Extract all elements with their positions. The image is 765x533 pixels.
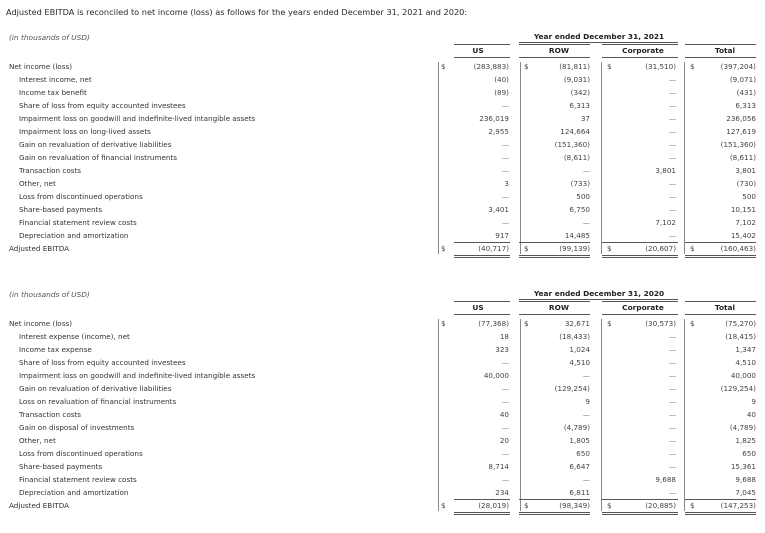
table-row — [0, 486, 765, 499]
cell-corporate: — — [668, 205, 676, 214]
row-label: Other, net — [19, 179, 56, 188]
row-label: Loss from discontinued operations — [19, 192, 143, 201]
column-header-corporate: Corporate — [622, 303, 664, 312]
column-header-row: ROW — [548, 303, 570, 312]
row-label: Gain on revaluation of derivative liabilities — [19, 384, 172, 393]
cell-corporate: — — [668, 410, 676, 419]
column-header-us: US — [472, 46, 484, 55]
column-header-rule — [602, 57, 678, 58]
table-row — [0, 151, 765, 164]
cell-total: 650 — [742, 449, 756, 458]
cell-us: — — [501, 449, 509, 458]
total-rule-top — [602, 242, 678, 243]
cell-total: (18,415) — [725, 332, 756, 341]
total-double-rule — [454, 514, 510, 515]
cell-us: — — [501, 218, 509, 227]
cell-row: — — [582, 410, 590, 419]
total-double-rule — [685, 257, 756, 258]
cell-corporate: — — [668, 114, 676, 123]
cell-us: 40 — [499, 410, 509, 419]
dollar-sign: $ — [524, 244, 529, 253]
cell-us: 20 — [499, 436, 509, 445]
cell-total: 15,361 — [730, 462, 756, 471]
total-double-rule — [685, 255, 756, 256]
cell-us: 236,019 — [479, 114, 509, 123]
cell-us: 8,714 — [488, 462, 509, 471]
dollar-sign: $ — [441, 501, 446, 510]
column-header-row: ROW — [548, 46, 570, 55]
total-rule-top — [685, 242, 756, 243]
cell-corporate: — — [668, 397, 676, 406]
cell-us: — — [501, 166, 509, 175]
column-top-rule — [454, 44, 510, 45]
cell-row: (9,031) — [563, 75, 590, 84]
row-label: Share-based payments — [19, 462, 103, 471]
dollar-sign: $ — [441, 62, 446, 71]
cell-row: 4,510 — [569, 358, 590, 367]
cell-total: 1,347 — [735, 345, 756, 354]
row-label: Share of loss from equity accounted investees — [19, 101, 186, 110]
column-top-rule — [602, 44, 678, 45]
cell-row: (733) — [570, 179, 590, 188]
row-label: Loss on revaluation of financial instruments — [19, 397, 177, 406]
dollar-sign: $ — [607, 319, 612, 328]
cell-row: — — [582, 166, 590, 175]
row-label: Gain on revaluation of derivative liabilities — [19, 140, 172, 149]
row-label: Transaction costs — [19, 410, 82, 419]
cell-corporate: — — [668, 179, 676, 188]
cell-corporate: — — [668, 101, 676, 110]
cell-us: — — [501, 140, 509, 149]
column-top-rule — [685, 301, 756, 302]
cell-row: — — [582, 371, 590, 380]
row-label: Income tax expense — [19, 345, 92, 354]
dollar-sign: $ — [441, 244, 446, 253]
total-rule-top — [454, 242, 510, 243]
table-row — [0, 473, 765, 486]
table-row — [0, 369, 765, 382]
table-row — [0, 499, 765, 512]
dollar-sign: $ — [607, 501, 612, 510]
row-label: Share of loss from equity accounted investees — [19, 358, 186, 367]
cell-total: (4,789) — [729, 423, 756, 432]
table-row — [0, 447, 765, 460]
cell-row: 32,671 — [564, 319, 590, 328]
row-label: Interest expense (income), net — [19, 332, 130, 341]
row-label: Financial statement review costs — [19, 218, 137, 227]
cell-row: 6,313 — [569, 101, 590, 110]
cell-corporate: (20,885) — [645, 501, 676, 510]
cell-corporate: — — [668, 231, 676, 240]
cell-total: 9 — [751, 397, 756, 406]
cell-corporate: — — [668, 88, 676, 97]
table-row — [0, 242, 765, 255]
table-row — [0, 99, 765, 112]
table-row — [0, 73, 765, 86]
cell-corporate: — — [668, 127, 676, 136]
column-header-rule — [454, 57, 510, 58]
table-row — [0, 216, 765, 229]
cell-us: 2,955 — [488, 127, 509, 136]
cell-total: 10,151 — [730, 205, 756, 214]
row-label: Interest income, net — [19, 75, 92, 84]
cell-corporate: 7,102 — [655, 218, 676, 227]
cell-us: 917 — [495, 231, 509, 240]
cell-corporate: — — [668, 462, 676, 471]
cell-total: 15,402 — [730, 231, 756, 240]
cell-row: 6,811 — [569, 488, 590, 497]
total-rule-top — [519, 499, 590, 500]
period-header: Year ended December 31, 2020 — [533, 289, 665, 298]
table-row — [0, 421, 765, 434]
table-row — [0, 317, 765, 330]
row-label: Share-based payments — [19, 205, 103, 214]
cell-total: 7,102 — [735, 218, 756, 227]
dollar-sign: $ — [441, 319, 446, 328]
total-double-rule — [519, 255, 590, 256]
total-rule-top — [519, 242, 590, 243]
row-label: Impairment loss on goodwill and indefinite-lived intangible assets — [19, 114, 256, 123]
dollar-sign: $ — [607, 62, 612, 71]
total-rule-top — [602, 499, 678, 500]
table-row — [0, 203, 765, 216]
cell-total: (151,360) — [720, 140, 756, 149]
total-double-rule — [602, 512, 678, 513]
cell-row: 6,750 — [569, 205, 590, 214]
row-label: Other, net — [19, 436, 56, 445]
cell-us: — — [501, 475, 509, 484]
table-row — [0, 138, 765, 151]
cell-total: 3,801 — [735, 166, 756, 175]
cell-row: (4,789) — [563, 423, 590, 432]
cell-us: (283,883) — [473, 62, 509, 71]
table-row — [0, 60, 765, 73]
cell-us: 3 — [504, 179, 509, 188]
total-double-rule — [602, 257, 678, 258]
cell-total: 4,510 — [735, 358, 756, 367]
total-double-rule — [602, 514, 678, 515]
cell-us: (77,368) — [478, 319, 509, 328]
row-label: Depreciation and amortization — [19, 231, 129, 240]
row-label: Adjusted EBITDA — [9, 244, 70, 253]
cell-row: (342) — [570, 88, 590, 97]
dollar-sign: $ — [607, 244, 612, 253]
cell-us: 40,000 — [483, 371, 509, 380]
cell-row: 14,485 — [564, 231, 590, 240]
total-double-rule — [454, 255, 510, 256]
total-double-rule — [685, 512, 756, 513]
cell-us: — — [501, 423, 509, 432]
cell-corporate: — — [668, 488, 676, 497]
cell-row: (129,254) — [554, 384, 590, 393]
intro-text: Adjusted EBITDA is reconciled to net income (loss) as follows for the years ended December 31, 2021 and 2020: — [6, 7, 468, 17]
dollar-sign: $ — [690, 244, 695, 253]
cell-row: — — [582, 475, 590, 484]
period-underline — [519, 299, 678, 300]
cell-total: 7,045 — [735, 488, 756, 497]
cell-total: 40 — [746, 410, 756, 419]
row-label: Loss from discontinued operations — [19, 449, 143, 458]
cell-corporate: — — [668, 140, 676, 149]
cell-row: 6,647 — [569, 462, 590, 471]
cell-total: (75,270) — [725, 319, 756, 328]
column-header-rule — [519, 314, 590, 315]
cell-row: (98,349) — [559, 501, 590, 510]
cell-row: 9 — [585, 397, 590, 406]
total-double-rule — [519, 514, 590, 515]
row-label: Impairment loss on long-lived assets — [19, 127, 151, 136]
cell-us: (89) — [494, 88, 509, 97]
cell-row: 1,024 — [569, 345, 590, 354]
column-header-total: Total — [714, 46, 736, 55]
table-row — [0, 434, 765, 447]
table-row — [0, 190, 765, 203]
cell-total: 236,056 — [726, 114, 756, 123]
period-underline — [519, 42, 678, 43]
column-top-rule — [602, 301, 678, 302]
total-rule-top — [454, 499, 510, 500]
column-header-rule — [685, 314, 756, 315]
cell-total: 127,619 — [726, 127, 756, 136]
cell-row: 37 — [580, 114, 590, 123]
table-row — [0, 382, 765, 395]
cell-us: — — [501, 153, 509, 162]
column-header-rule — [454, 314, 510, 315]
row-label: Adjusted EBITDA — [9, 501, 70, 510]
cell-total: 1,825 — [735, 436, 756, 445]
dollar-sign: $ — [690, 501, 695, 510]
row-label: Gain on revaluation of financial instruments — [19, 153, 177, 162]
table-row — [0, 125, 765, 138]
column-header-us: US — [472, 303, 484, 312]
cell-row: — — [582, 218, 590, 227]
column-top-rule — [685, 44, 756, 45]
cell-total: (8,611) — [729, 153, 756, 162]
total-double-rule — [454, 257, 510, 258]
cell-corporate: (30,573) — [645, 319, 676, 328]
cell-corporate: — — [668, 449, 676, 458]
table-row — [0, 356, 765, 369]
dollar-sign: $ — [690, 62, 695, 71]
table-row — [0, 177, 765, 190]
total-double-rule — [454, 512, 510, 513]
cell-corporate: — — [668, 384, 676, 393]
cell-total: (397,204) — [720, 62, 756, 71]
cell-us: — — [501, 397, 509, 406]
table-row — [0, 164, 765, 177]
row-label: Gain on disposal of investments — [19, 423, 135, 432]
table-row — [0, 229, 765, 242]
row-label: Income tax benefit — [19, 88, 87, 97]
cell-row: (99,139) — [559, 244, 590, 253]
row-label: Impairment loss on goodwill and indefinite-lived intangible assets — [19, 371, 256, 380]
cell-total: 9,688 — [735, 475, 756, 484]
cell-total: 500 — [742, 192, 756, 201]
cell-total: (730) — [736, 179, 756, 188]
cell-total: 6,313 — [735, 101, 756, 110]
row-label: Financial statement review costs — [19, 475, 137, 484]
cell-corporate: — — [668, 345, 676, 354]
cell-corporate: (20,607) — [645, 244, 676, 253]
table-row — [0, 112, 765, 125]
column-top-rule — [519, 44, 590, 45]
column-top-rule — [519, 301, 590, 302]
cell-corporate: 9,688 — [655, 475, 676, 484]
column-header-rule — [685, 57, 756, 58]
cell-us: — — [501, 192, 509, 201]
cell-us: — — [501, 101, 509, 110]
row-label: Net income (loss) — [9, 62, 73, 71]
row-label: Net income (loss) — [9, 319, 73, 328]
column-header-rule — [519, 57, 590, 58]
cell-total: (129,254) — [720, 384, 756, 393]
table-row — [0, 330, 765, 343]
total-rule-top — [685, 499, 756, 500]
cell-corporate: — — [668, 153, 676, 162]
total-double-rule — [685, 514, 756, 515]
dollar-sign: $ — [690, 319, 695, 328]
cell-us: — — [501, 384, 509, 393]
total-double-rule — [602, 255, 678, 256]
cell-us: (40,717) — [478, 244, 509, 253]
cell-corporate: — — [668, 371, 676, 380]
table-row — [0, 343, 765, 356]
dollar-sign: $ — [524, 319, 529, 328]
column-header-total: Total — [714, 303, 736, 312]
cell-corporate: (31,510) — [645, 62, 676, 71]
period-header: Year ended December 31, 2021 — [533, 32, 665, 41]
cell-corporate: — — [668, 75, 676, 84]
cell-row: 650 — [576, 449, 590, 458]
cell-row: 1,805 — [569, 436, 590, 445]
cell-row: (81,811) — [559, 62, 590, 71]
table-row — [0, 395, 765, 408]
cell-total: (431) — [736, 88, 756, 97]
cell-us: 18 — [499, 332, 509, 341]
cell-total: (9,071) — [729, 75, 756, 84]
column-header-rule — [602, 314, 678, 315]
unit-note: (in thousands of USD) — [9, 33, 90, 42]
total-double-rule — [519, 257, 590, 258]
cell-corporate: — — [668, 358, 676, 367]
unit-note: (in thousands of USD) — [9, 290, 90, 299]
cell-us: (28,019) — [478, 501, 509, 510]
cell-corporate: — — [668, 423, 676, 432]
dollar-sign: $ — [524, 501, 529, 510]
cell-row: 124,664 — [560, 127, 590, 136]
cell-total: (147,253) — [720, 501, 756, 510]
cell-total: (160,463) — [720, 244, 756, 253]
column-header-corporate: Corporate — [622, 46, 664, 55]
row-label: Transaction costs — [19, 166, 82, 175]
cell-row: (8,611) — [563, 153, 590, 162]
cell-row: 500 — [576, 192, 590, 201]
table-row — [0, 86, 765, 99]
cell-row: (151,360) — [554, 140, 590, 149]
total-double-rule — [519, 512, 590, 513]
cell-us: 3,401 — [488, 205, 509, 214]
table-row — [0, 408, 765, 421]
cell-us: 234 — [495, 488, 509, 497]
row-label: Depreciation and amortization — [19, 488, 129, 497]
cell-us: — — [501, 358, 509, 367]
cell-corporate: 3,801 — [655, 166, 676, 175]
column-top-rule — [454, 301, 510, 302]
cell-corporate: — — [668, 192, 676, 201]
cell-corporate: — — [668, 332, 676, 341]
cell-us: 323 — [495, 345, 509, 354]
table-row — [0, 460, 765, 473]
cell-total: 40,000 — [730, 371, 756, 380]
cell-corporate: — — [668, 436, 676, 445]
dollar-sign: $ — [524, 62, 529, 71]
cell-us: (40) — [494, 75, 509, 84]
cell-row: (18,433) — [559, 332, 590, 341]
